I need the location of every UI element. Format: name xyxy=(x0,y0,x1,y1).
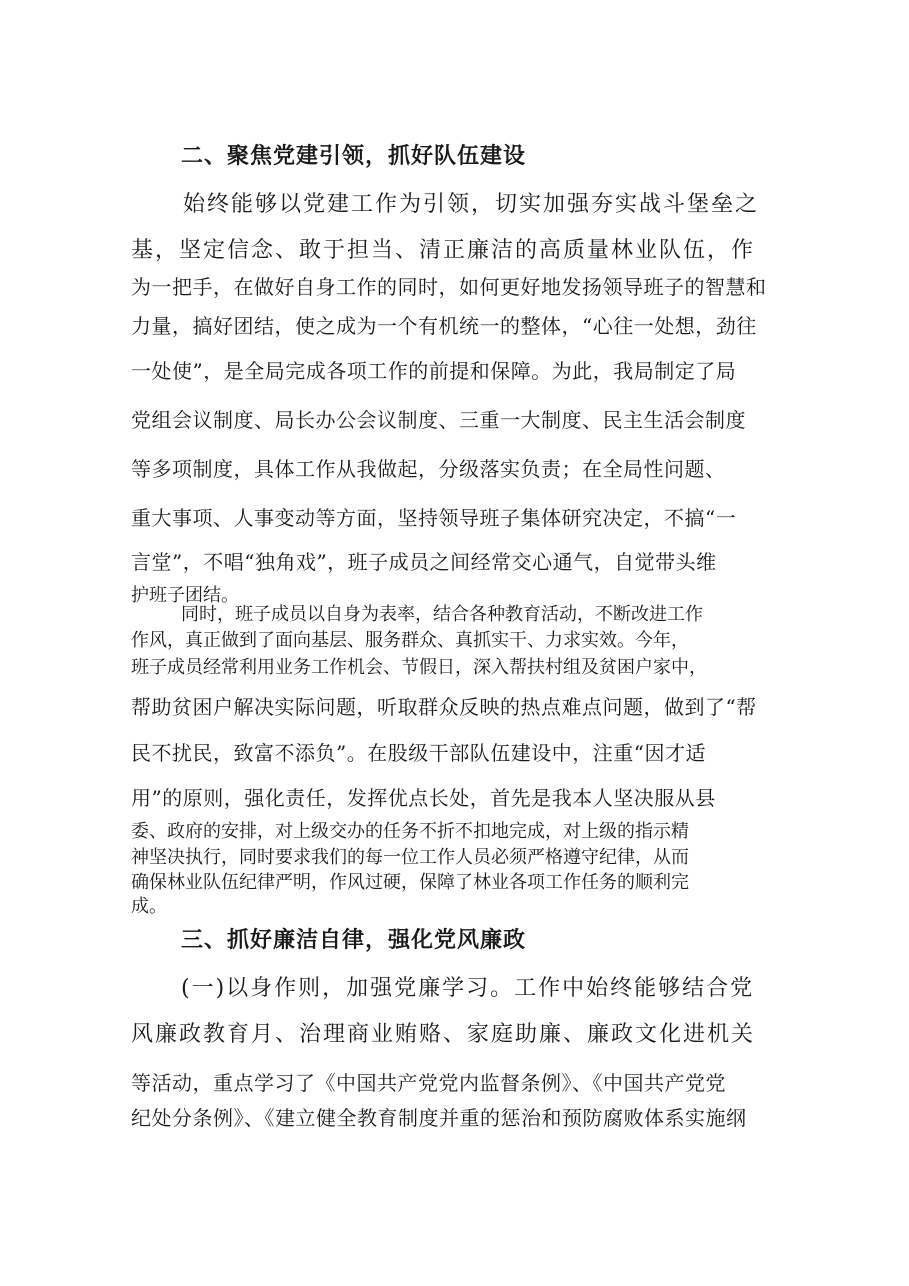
paragraph-line: 力量，搞好团结，使之成为一个有机统一的整体，“心往一处想，劲往 xyxy=(131,314,757,338)
paragraph-line: 用”的原则，强化责任，发挥优点长处，首先是我本人坚决服从县 xyxy=(131,786,716,810)
paragraph-line: 同时，班子成员以自身为表率，结合各种教育活动，不断改进工作 xyxy=(181,604,703,625)
paragraph-line: 言堂”，不唱“独角戏”，班子成员之间经常交心通气，自觉带头维 xyxy=(131,550,717,574)
section-heading: 三、抓好廉洁自律，强化党风廉政 xyxy=(181,928,527,953)
section-heading: 二、聚焦党建引领，抓好队伍建设 xyxy=(181,144,527,169)
paragraph-line: 始终能够以党建工作为引领，切实加强夯实战斗堡垒之 xyxy=(183,192,760,217)
paragraph-line: 神坚决执行，同时要求我们的每一位工作人员必须严格遵守纪律，从而 xyxy=(131,847,689,868)
paragraph-line: 为一把手，在做好自身工作的同时，如何更好地发扬领导班子的智慧和 xyxy=(131,275,767,299)
paragraph-line: 风廉政教育月、治理商业贿赂、家庭助廉、廉政文化进机关 xyxy=(131,1022,756,1047)
paragraph-line: 成。 xyxy=(131,896,167,917)
paragraph-line: 等活动，重点学习了《中国共产党党内监督条例》、《中国共产党党 xyxy=(131,1071,726,1095)
paragraph-line: 帮助贫困户解决实际问题，听取群众反映的热点难点问题，做到了“帮 xyxy=(131,695,757,719)
paragraph-line: 确保林业队伍纪律严明，作风过硬，保障了林业各项工作任务的顺利完 xyxy=(131,872,689,893)
paragraph-line: 基，坚定信念、敢于担当、清正廉洁的高质量林业队伍，作 xyxy=(131,238,756,263)
paragraph-line: 党组会议制度、局长办公会议制度、三重一大制度、民主生活会制度 xyxy=(131,408,746,432)
paragraph-line: 重大事项、人事变动等方面，坚持领导班子集体研究决定，不搞“一 xyxy=(131,506,737,530)
paragraph-line: 民不扰民，致富不添负”。在股级干部队伍建设中，注重“因才适 xyxy=(131,741,706,765)
paragraph-line: 作风，真正做到了面向基层、服务群众、真抓实干、力求实效。今年， xyxy=(131,630,689,651)
paragraph-line: 等多项制度，具体工作从我做起，分级落实负责；在全局性问题、 xyxy=(131,457,726,481)
paragraph-line: 纪处分条例》、《建立健全教育制度并重的惩治和预防腐败体系实施纲 xyxy=(131,1106,747,1130)
paragraph-line: 班子成员经常利用业务工作机会、节假日，深入帮扶村组及贫困户家中， xyxy=(131,657,707,678)
paragraph-line: (一)以身作则，加强党廉学习。工作中始终能够结合党 xyxy=(181,976,755,1001)
paragraph-line: 一处使”，是全局完成各项工作的前提和保障。为此，我局制定了局 xyxy=(131,359,737,383)
paragraph-line: 委、政府的安排，对上级交办的任务不折不扣地完成，对上级的指示精 xyxy=(131,821,689,842)
paragraph-line: 护班子团结。 xyxy=(131,585,239,606)
